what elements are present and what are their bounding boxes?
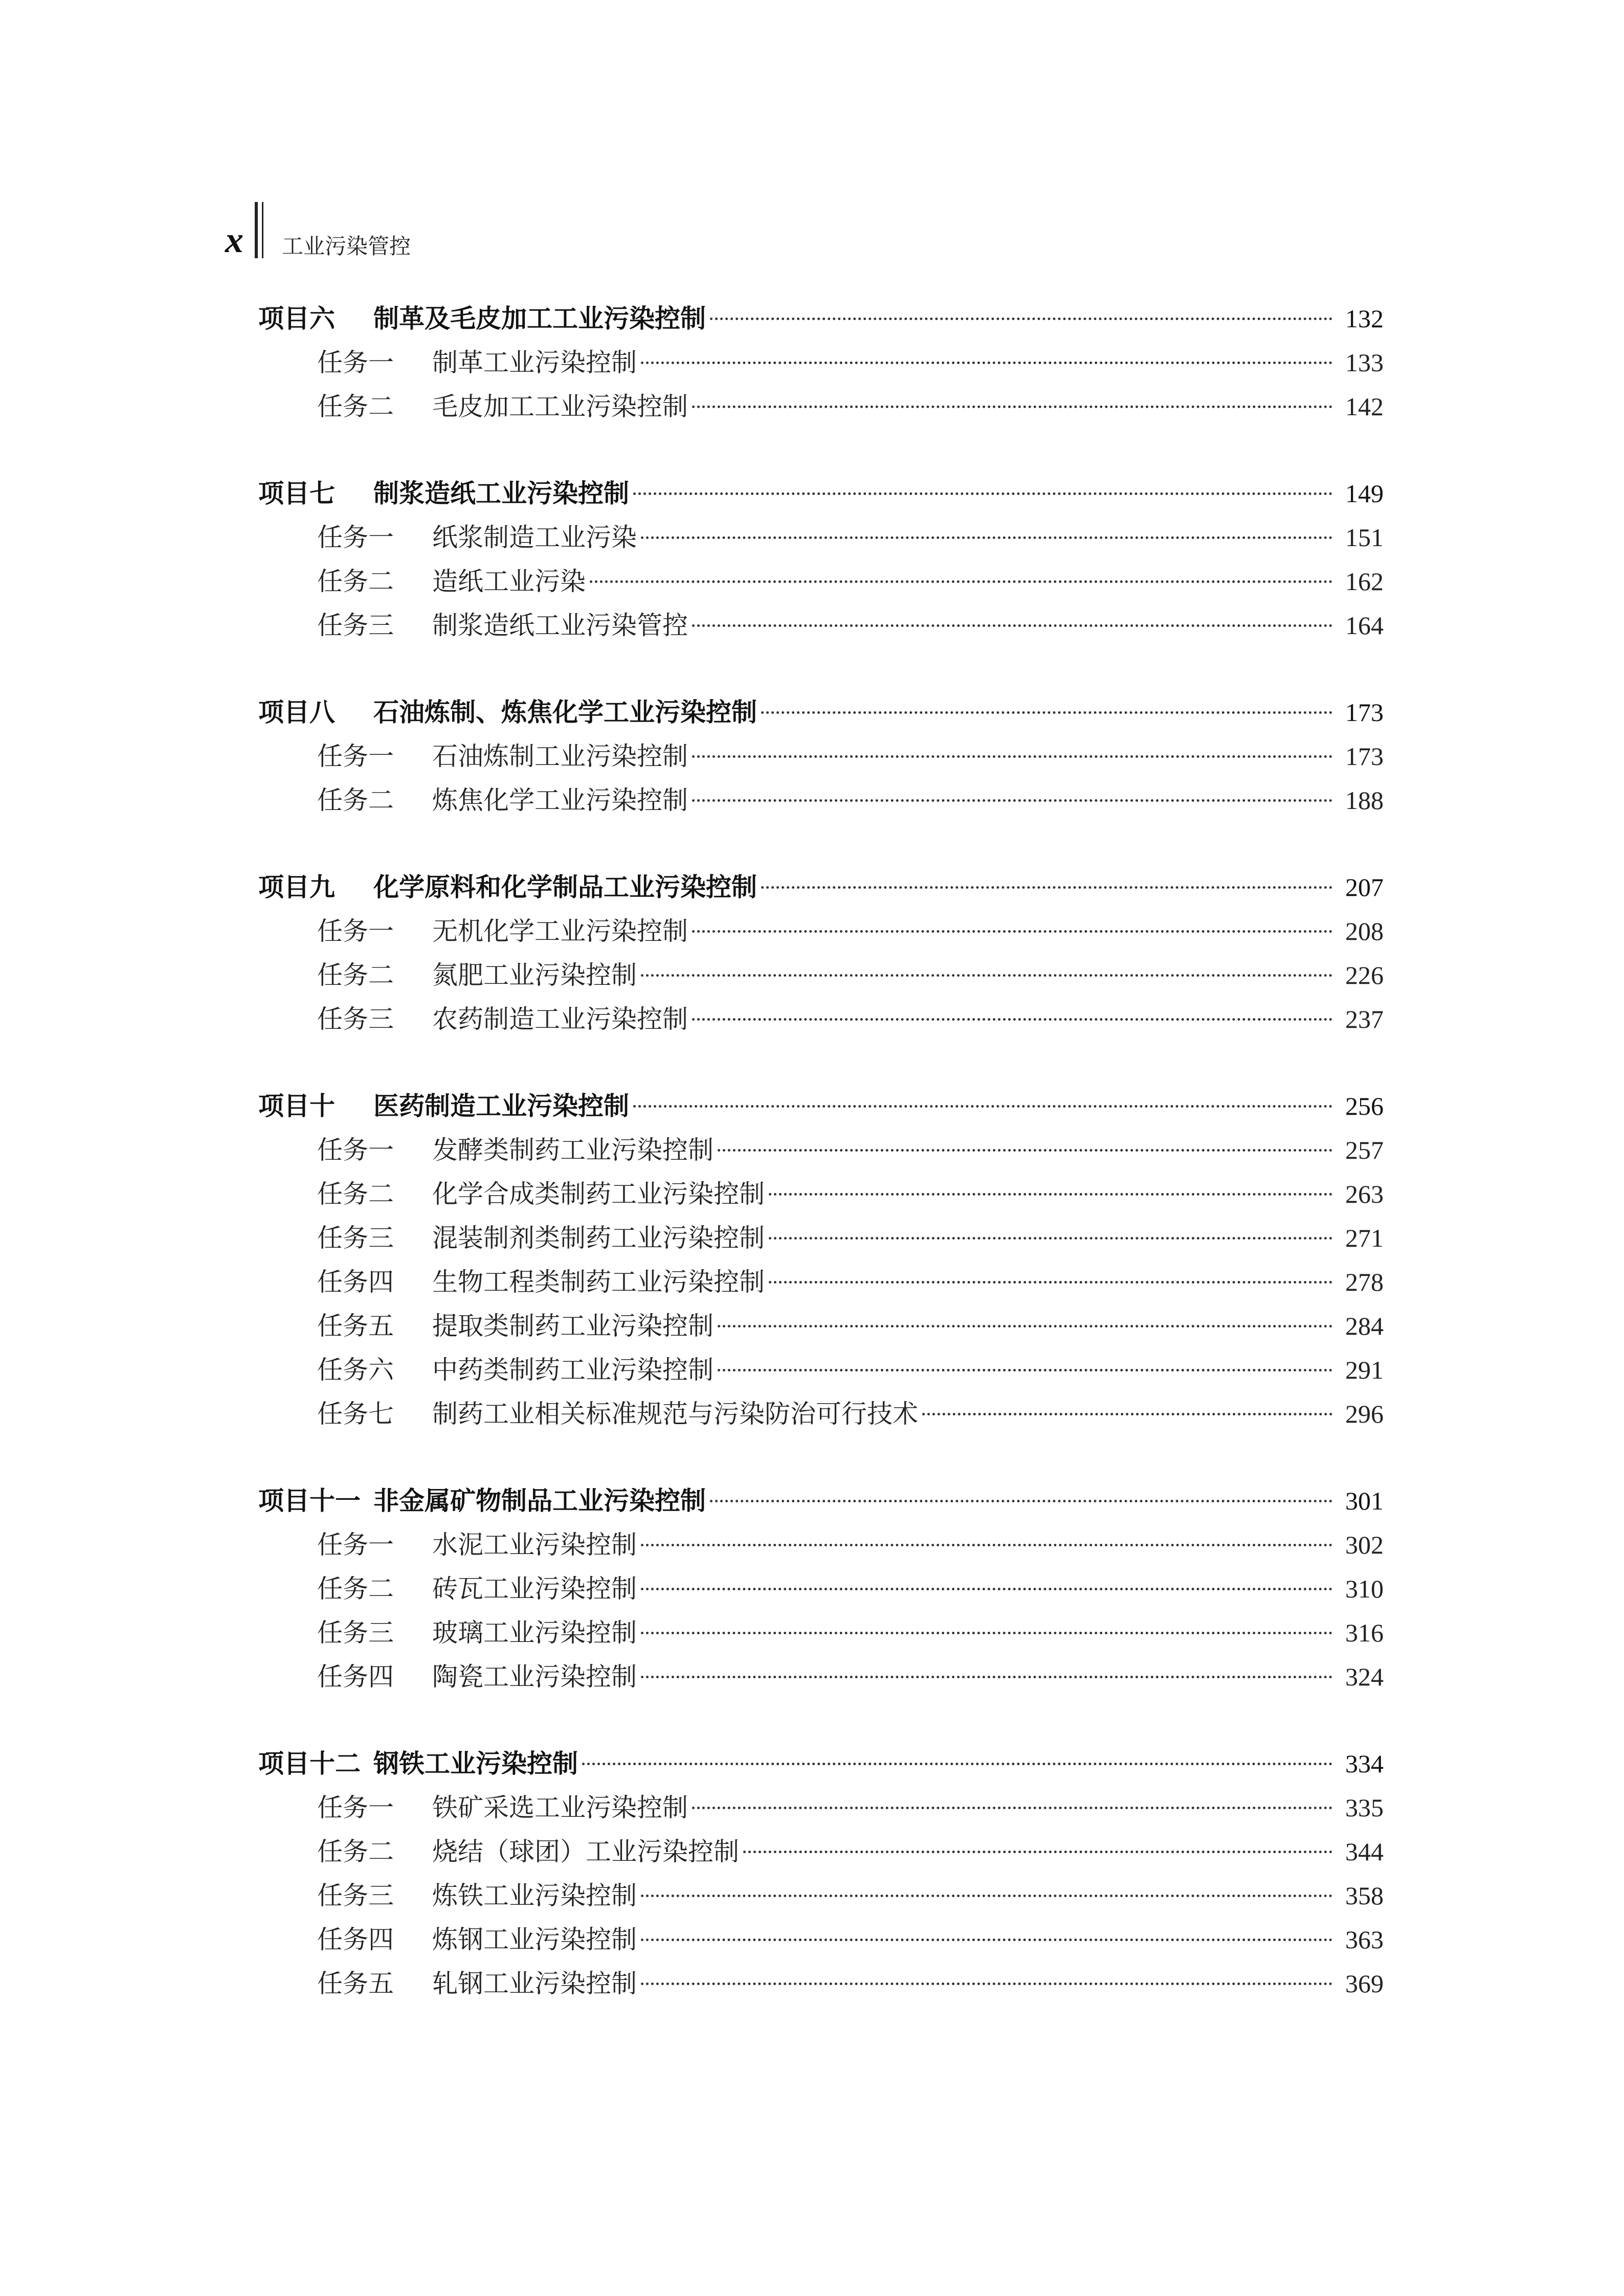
dot-leader xyxy=(769,1193,1332,1196)
task-page-number: 310 xyxy=(1345,1574,1384,1603)
task-label: 任务一 xyxy=(317,1793,394,1822)
task-label: 任务一 xyxy=(317,348,394,377)
toc-task-entry[interactable] xyxy=(258,1962,1384,2006)
task-page-number: 164 xyxy=(1345,611,1384,640)
task-page-number: 188 xyxy=(1345,786,1384,815)
dot-leader xyxy=(641,1544,1332,1546)
dot-leader xyxy=(718,1369,1332,1371)
toc-task-entry[interactable] xyxy=(258,1392,1384,1436)
toc-section xyxy=(258,1479,1384,1699)
task-label: 任务三 xyxy=(317,1223,394,1253)
table-of-contents xyxy=(258,297,1384,2049)
dot-leader xyxy=(761,711,1332,714)
task-title: 制浆造纸工业污染管控 xyxy=(432,611,688,640)
task-title: 造纸工业污染 xyxy=(432,567,586,596)
header-rule xyxy=(255,202,268,258)
toc-project-entry[interactable] xyxy=(258,1479,1384,1523)
project-title: 化学原料和化学制品工业污染控制 xyxy=(373,872,757,902)
dot-leader xyxy=(769,1281,1332,1284)
project-page-number: 207 xyxy=(1345,873,1384,902)
task-page-number: 142 xyxy=(1345,392,1384,421)
task-title: 无机化学工业污染控制 xyxy=(432,916,688,946)
task-page-number: 363 xyxy=(1345,1925,1384,1954)
toc-task-entry[interactable] xyxy=(258,385,1384,429)
toc-project-entry[interactable] xyxy=(258,471,1384,515)
project-page-number: 334 xyxy=(1345,1749,1384,1778)
toc-task-entry[interactable] xyxy=(258,1786,1384,1830)
task-title: 轧钢工业污染控制 xyxy=(432,1969,637,1998)
task-label: 任务五 xyxy=(317,1969,394,1998)
task-title: 炼焦化学工业污染控制 xyxy=(432,785,688,815)
task-page-number: 173 xyxy=(1345,742,1384,771)
task-label: 任务三 xyxy=(317,1618,394,1648)
task-title: 制药工业相关标准规范与污染防治可行技术 xyxy=(432,1399,918,1429)
task-page-number: 324 xyxy=(1345,1662,1384,1691)
project-label: 项目八 xyxy=(258,697,335,727)
toc-task-entry[interactable] xyxy=(258,778,1384,822)
dot-leader xyxy=(710,318,1332,320)
task-page-number: 208 xyxy=(1345,917,1384,946)
toc-task-entry[interactable] xyxy=(258,1172,1384,1216)
task-label: 任务二 xyxy=(317,785,394,815)
toc-task-entry[interactable] xyxy=(258,1216,1384,1260)
toc-section xyxy=(258,297,1384,429)
toc-project-entry[interactable] xyxy=(258,865,1384,909)
task-page-number: 291 xyxy=(1345,1356,1384,1384)
task-label: 任务一 xyxy=(317,916,394,946)
task-title: 混装制剂类制药工业污染控制 xyxy=(432,1223,765,1253)
dot-leader xyxy=(633,1105,1332,1108)
toc-project-entry[interactable] xyxy=(258,1084,1384,1128)
dot-leader xyxy=(641,974,1332,977)
task-label: 任务一 xyxy=(317,1135,394,1165)
project-page-number: 301 xyxy=(1345,1487,1384,1515)
project-page-number: 149 xyxy=(1345,479,1384,508)
toc-task-entry[interactable] xyxy=(258,997,1384,1041)
dot-leader xyxy=(641,536,1332,539)
project-title: 制革及毛皮加工工业污染控制 xyxy=(373,304,706,333)
toc-task-entry[interactable] xyxy=(258,515,1384,559)
dot-leader xyxy=(641,1676,1332,1678)
toc-section xyxy=(258,1084,1384,1436)
toc-task-entry[interactable] xyxy=(258,559,1384,603)
project-label: 项目十一 xyxy=(258,1486,361,1516)
task-title: 砖瓦工业污染控制 xyxy=(432,1574,637,1604)
running-header xyxy=(225,202,411,258)
task-title: 发酵类制药工业污染控制 xyxy=(432,1135,714,1165)
project-page-number: 132 xyxy=(1345,304,1384,333)
task-page-number: 162 xyxy=(1345,567,1384,596)
task-title: 制革工业污染控制 xyxy=(432,348,637,377)
task-page-number: 237 xyxy=(1345,1005,1384,1033)
task-label: 任务二 xyxy=(317,960,394,990)
task-label: 任务一 xyxy=(317,741,394,771)
project-title: 钢铁工业污染控制 xyxy=(373,1749,578,1779)
task-page-number: 296 xyxy=(1345,1400,1384,1428)
task-title: 炼钢工业污染控制 xyxy=(432,1925,637,1954)
dot-leader xyxy=(641,1939,1332,1941)
toc-task-entry[interactable] xyxy=(258,1611,1384,1655)
toc-task-entry[interactable] xyxy=(258,1128,1384,1172)
project-title: 非金属矿物制品工业污染控制 xyxy=(373,1486,706,1516)
toc-task-entry[interactable] xyxy=(258,341,1384,385)
task-page-number: 335 xyxy=(1345,1793,1384,1822)
dot-leader xyxy=(641,1588,1332,1590)
task-page-number: 263 xyxy=(1345,1180,1384,1208)
toc-task-entry[interactable] xyxy=(258,1830,1384,1874)
dot-leader xyxy=(769,1237,1332,1240)
task-page-number: 344 xyxy=(1345,1837,1384,1866)
toc-section xyxy=(258,1742,1384,2006)
dot-leader xyxy=(641,1632,1332,1634)
task-page-number: 316 xyxy=(1345,1618,1384,1647)
toc-task-entry[interactable] xyxy=(258,1874,1384,1918)
dot-leader xyxy=(922,1413,1332,1415)
task-label: 任务二 xyxy=(317,567,394,596)
task-title: 纸浆制造工业污染 xyxy=(432,523,637,552)
task-label: 任务三 xyxy=(317,1004,394,1034)
project-label: 项目十二 xyxy=(258,1749,361,1779)
task-page-number: 284 xyxy=(1345,1312,1384,1340)
page-number: x xyxy=(225,219,243,260)
toc-project-entry[interactable] xyxy=(258,1742,1384,1786)
dot-leader xyxy=(582,1763,1332,1765)
dot-leader xyxy=(692,1807,1332,1809)
project-label: 项目九 xyxy=(258,872,335,902)
task-label: 任务三 xyxy=(317,1881,394,1910)
toc-task-entry[interactable] xyxy=(258,1523,1384,1567)
dot-leader xyxy=(641,1983,1332,1985)
task-title: 玻璃工业污染控制 xyxy=(432,1618,637,1648)
project-title: 制浆造纸工业污染控制 xyxy=(373,479,629,508)
task-title: 水泥工业污染控制 xyxy=(432,1530,637,1560)
task-page-number: 278 xyxy=(1345,1268,1384,1296)
toc-task-entry[interactable] xyxy=(258,1304,1384,1348)
task-title: 提取类制药工业污染控制 xyxy=(432,1311,714,1341)
toc-project-entry[interactable] xyxy=(258,297,1384,341)
task-label: 任务四 xyxy=(317,1267,394,1297)
dot-leader xyxy=(692,1018,1332,1021)
task-title: 毛皮加工工业污染控制 xyxy=(432,392,688,421)
toc-section xyxy=(258,690,1384,822)
task-title: 石油炼制工业污染控制 xyxy=(432,741,688,771)
project-label: 项目十 xyxy=(258,1091,335,1121)
toc-task-entry[interactable] xyxy=(258,1260,1384,1304)
toc-task-entry[interactable] xyxy=(258,1567,1384,1611)
toc-section xyxy=(258,471,1384,647)
dot-leader xyxy=(761,886,1332,889)
task-label: 任务五 xyxy=(317,1311,394,1341)
dot-leader xyxy=(692,755,1332,758)
project-page-number: 173 xyxy=(1345,698,1384,727)
task-page-number: 271 xyxy=(1345,1224,1384,1252)
project-label: 项目七 xyxy=(258,479,335,508)
task-title: 烧结（球团）工业污染控制 xyxy=(432,1837,739,1866)
dot-leader xyxy=(692,624,1332,627)
task-title: 生物工程类制药工业污染控制 xyxy=(432,1267,765,1297)
task-title: 炼铁工业污染控制 xyxy=(432,1881,637,1910)
task-label: 任务四 xyxy=(317,1925,394,1954)
task-page-number: 257 xyxy=(1345,1136,1384,1164)
task-page-number: 226 xyxy=(1345,961,1384,989)
header-rule-thick xyxy=(255,202,258,258)
dot-leader xyxy=(718,1325,1332,1327)
toc-task-entry[interactable] xyxy=(258,909,1384,953)
dot-leader xyxy=(692,406,1332,408)
task-label: 任务二 xyxy=(317,1837,394,1866)
dot-leader xyxy=(641,362,1332,364)
toc-task-entry[interactable] xyxy=(258,1918,1384,1962)
dot-leader xyxy=(692,799,1332,802)
dot-leader xyxy=(743,1851,1332,1853)
task-label: 任务二 xyxy=(317,1574,394,1604)
task-label: 任务三 xyxy=(317,611,394,640)
task-title: 中药类制药工业污染控制 xyxy=(432,1355,714,1385)
task-page-number: 151 xyxy=(1345,523,1384,552)
book-title: 工业污染管控 xyxy=(282,234,411,259)
task-label: 任务六 xyxy=(317,1355,394,1385)
task-title: 化学合成类制药工业污染控制 xyxy=(432,1179,765,1209)
task-title: 氮肥工业污染控制 xyxy=(432,960,637,990)
project-label: 项目六 xyxy=(258,304,335,333)
task-label: 任务二 xyxy=(317,392,394,421)
dot-leader xyxy=(692,930,1332,933)
dot-leader xyxy=(710,1500,1332,1502)
toc-project-entry[interactable] xyxy=(258,690,1384,734)
toc-task-entry[interactable] xyxy=(258,953,1384,997)
task-label: 任务一 xyxy=(317,523,394,552)
task-page-number: 358 xyxy=(1345,1881,1384,1910)
toc-task-entry[interactable] xyxy=(258,1655,1384,1699)
toc-task-entry[interactable] xyxy=(258,603,1384,647)
project-title: 医药制造工业污染控制 xyxy=(373,1091,629,1121)
toc-task-entry[interactable] xyxy=(258,1348,1384,1392)
task-label: 任务七 xyxy=(317,1399,394,1429)
dot-leader xyxy=(633,492,1332,495)
task-label: 任务四 xyxy=(317,1662,394,1692)
project-page-number: 256 xyxy=(1345,1092,1384,1120)
toc-section xyxy=(258,865,1384,1041)
task-label: 任务二 xyxy=(317,1179,394,1209)
task-title: 农药制造工业污染控制 xyxy=(432,1004,688,1034)
dot-leader xyxy=(641,1895,1332,1897)
dot-leader xyxy=(718,1149,1332,1152)
task-page-number: 133 xyxy=(1345,348,1384,377)
toc-task-entry[interactable] xyxy=(258,734,1384,778)
task-page-number: 302 xyxy=(1345,1530,1384,1559)
project-title: 石油炼制、炼焦化学工业污染控制 xyxy=(373,697,757,727)
dot-leader xyxy=(590,580,1332,583)
task-label: 任务一 xyxy=(317,1530,394,1560)
header-rule-thin xyxy=(262,202,263,258)
task-page-number: 369 xyxy=(1345,1969,1384,1998)
task-title: 陶瓷工业污染控制 xyxy=(432,1662,637,1692)
task-title: 铁矿采选工业污染控制 xyxy=(432,1793,688,1822)
